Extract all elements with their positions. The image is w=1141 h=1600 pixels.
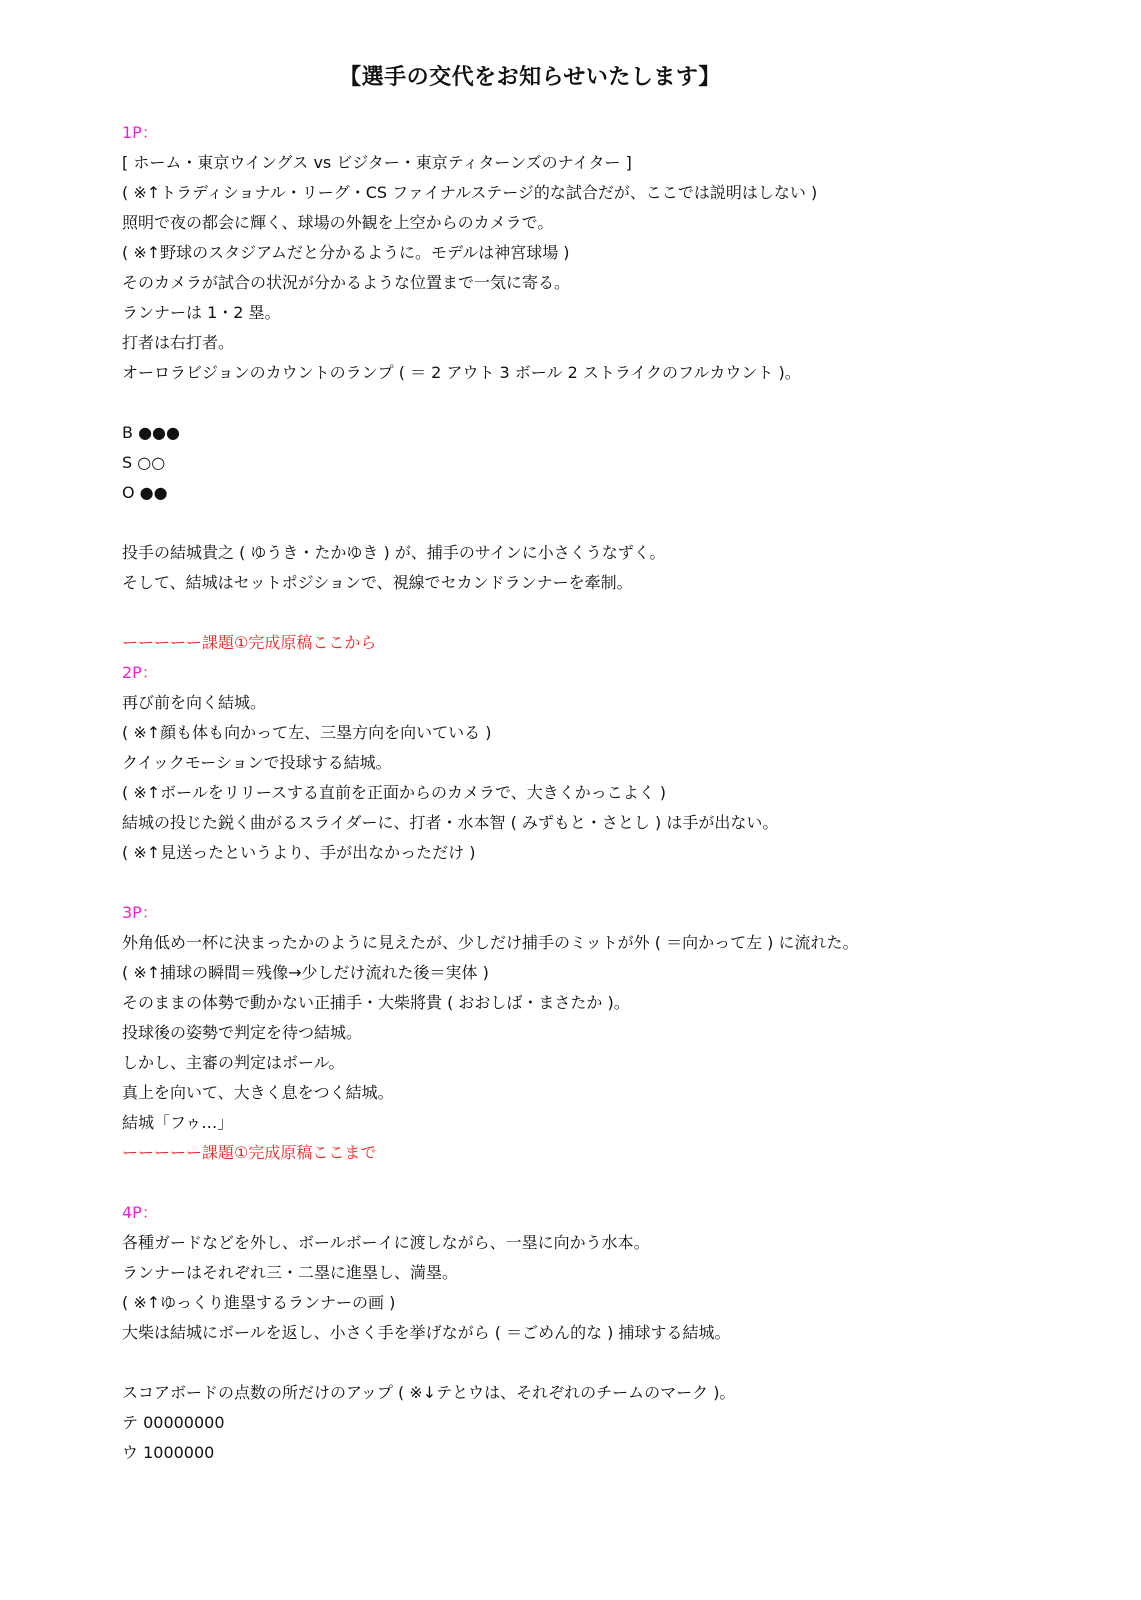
text-line: テ 00000000: [122, 1413, 225, 1432]
text-line: ( ※↑野球のスタジアムだと分かるように。モデルは神宮球場 ): [122, 243, 570, 262]
text-line: 投球後の姿勢で判定を待つ結城。: [122, 1023, 363, 1042]
text-line: O ●●: [122, 483, 168, 502]
text-line: 打者は右打者。: [122, 333, 235, 352]
blank-line: [122, 868, 1082, 898]
text-line: 結城「フゥ…」: [122, 1113, 234, 1132]
text-line: 照明で夜の都会に輝く、球場の外観を上空からのカメラで。: [122, 213, 554, 232]
draft-marker-line: ーーーーー課題①完成原稿ここから: [122, 633, 377, 652]
page-section-label: 2P：: [122, 663, 158, 682]
page-section-label: 3P：: [122, 903, 158, 922]
draft-marker-line: ーーーーー課題①完成原稿ここまで: [122, 1143, 377, 1162]
text-line: ウ 1000000: [122, 1443, 215, 1462]
text-line: 結城の投じた鋭く曲がるスライダーに、打者・水本智 ( みずもと・さとし ) は手が出ない。: [122, 813, 779, 832]
text-line: そのままの体勢で動かない正捕手・大柴將貴 ( おおしば・まさたか )。: [122, 993, 630, 1012]
page-section-label: 1P：: [122, 123, 158, 142]
text-line: [ ホーム・東京ウイングス vs ビジター・東京ティターンズのナイター ]: [122, 153, 632, 172]
text-line: オーロラビジョンのカウントのランプ ( ＝ 2 アウト 3 ボール 2 ストライクのフルカウント )。: [122, 363, 801, 382]
document-title: 【選手の交代をお知らせいたします】: [339, 65, 721, 90]
blank-line: [122, 1168, 1082, 1198]
text-line: 大柴は結城にボールを返し、小さく手を挙げながら ( ＝ごめん的な ) 捕球する結城。: [122, 1323, 731, 1342]
text-line: そして、結城はセットポジションで、視線でセカンドランナーを牽制。: [122, 573, 633, 592]
text-line: ランナーは 1・2 塁。: [122, 303, 281, 322]
blank-line: [122, 598, 1082, 628]
text-line: 再び前を向く結城。: [122, 693, 267, 712]
text-line: 各種ガードなどを外し、ボールボーイに渡しながら、一塁に向かう水本。: [122, 1233, 650, 1252]
text-line: 真上を向いて、大きく息をつく結城。: [122, 1083, 394, 1102]
text-line: そのカメラが試合の状況が分かるような位置まで一気に寄る。: [122, 273, 571, 292]
text-line: ランナーはそれぞれ三・二塁に進塁し、満塁。: [122, 1263, 459, 1282]
blank-line: [122, 1348, 1082, 1378]
document-body: [122, 118, 1082, 1468]
text-line: 外角低め一杯に決まったかのように見えたが、少しだけ捕手のミットが外 ( ＝向かって左 ) に流れた。: [122, 933, 859, 952]
text-line: ( ※↑捕球の瞬間＝残像→少しだけ流れた後＝実体 ): [122, 963, 489, 982]
text-line: 投手の結城貴之 ( ゆうき・たかゆき ) が、捕手のサインに小さくうなずく。: [122, 543, 666, 562]
text-line: ( ※↑トラディショナル・リーグ・CS ファイナルステージ的な試合だが、ここでは説明はしない ): [122, 183, 818, 202]
text-line: スコアボードの点数の所だけのアップ ( ※↓テとウは、それぞれのチームのマーク )。: [122, 1383, 736, 1402]
blank-line: [122, 508, 1082, 538]
page-section-label: 4P：: [122, 1203, 158, 1222]
text-line: ( ※↑顔も体も向かって左、三塁方向を向いている ): [122, 723, 492, 742]
text-line: ( ※↑見送ったというより、手が出なかっただけ ): [122, 843, 476, 862]
text-line: ( ※↑ゆっくり進塁するランナーの画 ): [122, 1293, 396, 1312]
text-line: B ●●●: [122, 423, 180, 442]
text-line: クイックモーションで投球する結城。: [122, 753, 392, 772]
text-line: ( ※↑ボールをリリースする直前を正面からのカメラで、大きくかっこよく ): [122, 783, 667, 802]
blank-line: [122, 388, 1082, 418]
text-line: S ○○: [122, 453, 166, 472]
text-line: しかし、主審の判定はボール。: [122, 1053, 345, 1072]
